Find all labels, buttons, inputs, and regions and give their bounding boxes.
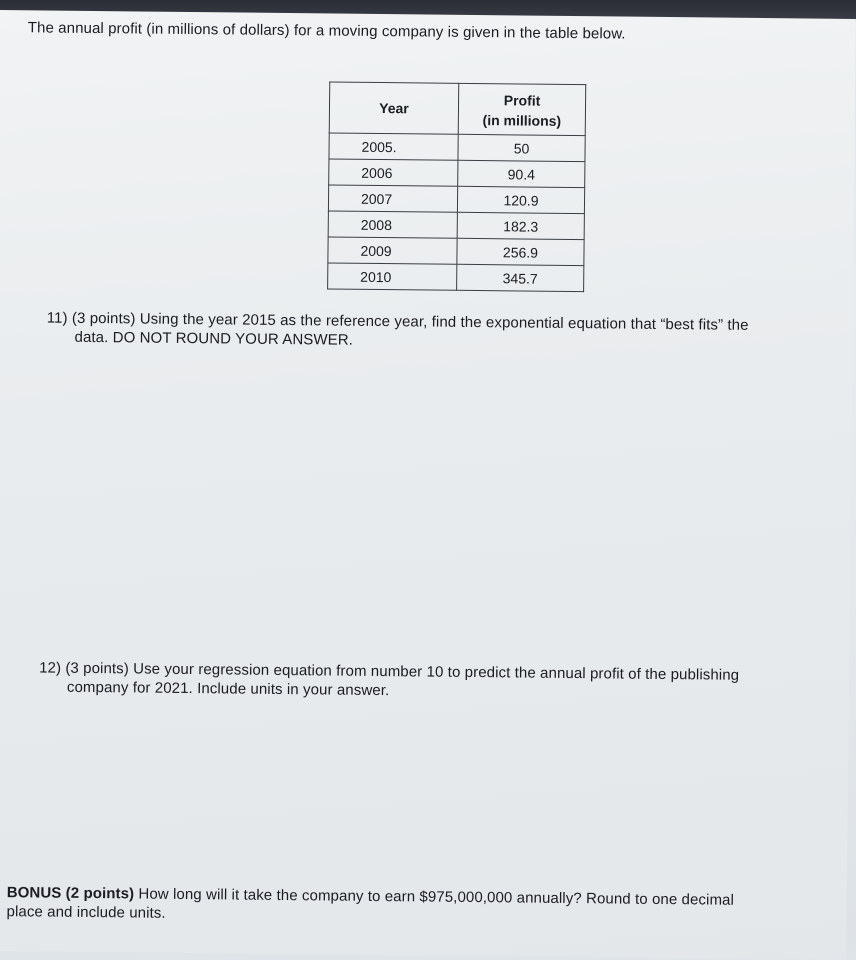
- question-12-number: 12): [39, 659, 62, 677]
- worksheet-page: [0, 10, 856, 960]
- question-11-line2: data. DO NOT ROUND YOUR ANSWER.: [74, 328, 354, 349]
- table-row: [328, 237, 584, 266]
- table-row: [328, 185, 584, 214]
- question-11-number: 11): [46, 309, 68, 327]
- profit-table: [327, 81, 586, 292]
- question-12: [39, 658, 829, 704]
- header-profit-line1: Profit: [503, 92, 541, 109]
- cell-year: 2007: [328, 185, 457, 212]
- cell-profit: 182.3: [457, 212, 584, 239]
- question-11: [46, 309, 836, 355]
- header-profit: [458, 83, 586, 135]
- question-12-text: Use your regression equation from number 10 to predict the annual profit of the publishing: [133, 660, 740, 684]
- question-11-points: (3 points): [71, 309, 136, 328]
- cell-profit: 50: [458, 134, 585, 161]
- bonus-text: How long will it take the company to earn $975,000,000 annually? Round to one decimal: [138, 885, 735, 909]
- cell-year: 2006: [329, 159, 458, 186]
- cell-profit: 345.7: [457, 264, 584, 291]
- cell-year: 2009: [328, 237, 457, 264]
- cell-profit: 120.9: [457, 186, 584, 213]
- bonus-line2: place and include units.: [6, 903, 166, 922]
- table-row: [328, 263, 584, 292]
- bonus-label: BONUS (2 points): [6, 884, 135, 903]
- cell-profit: 256.9: [457, 238, 584, 265]
- question-11-text: Using the year 2015 as the reference year, find the exponential equation that “best fits” the: [139, 310, 749, 334]
- table-header-row: [329, 82, 586, 136]
- header-profit-line2: (in millions): [482, 112, 562, 129]
- intro-text: The annual profit (in millions of dollars) for a moving company is given in the table below.: [27, 19, 626, 43]
- cell-year: 2005.: [329, 133, 458, 160]
- cell-year: 2010: [328, 263, 457, 290]
- cell-year: 2008: [328, 211, 457, 238]
- question-12-line2: company for 2021. Include units in your answer.: [66, 678, 390, 700]
- table-row: [328, 211, 584, 240]
- table-row: [329, 133, 585, 162]
- table-row: [329, 159, 585, 188]
- question-12-points: (3 points): [65, 659, 129, 678]
- bonus-question: [6, 883, 806, 929]
- header-year: Year: [329, 82, 459, 134]
- cell-profit: 90.4: [458, 160, 585, 187]
